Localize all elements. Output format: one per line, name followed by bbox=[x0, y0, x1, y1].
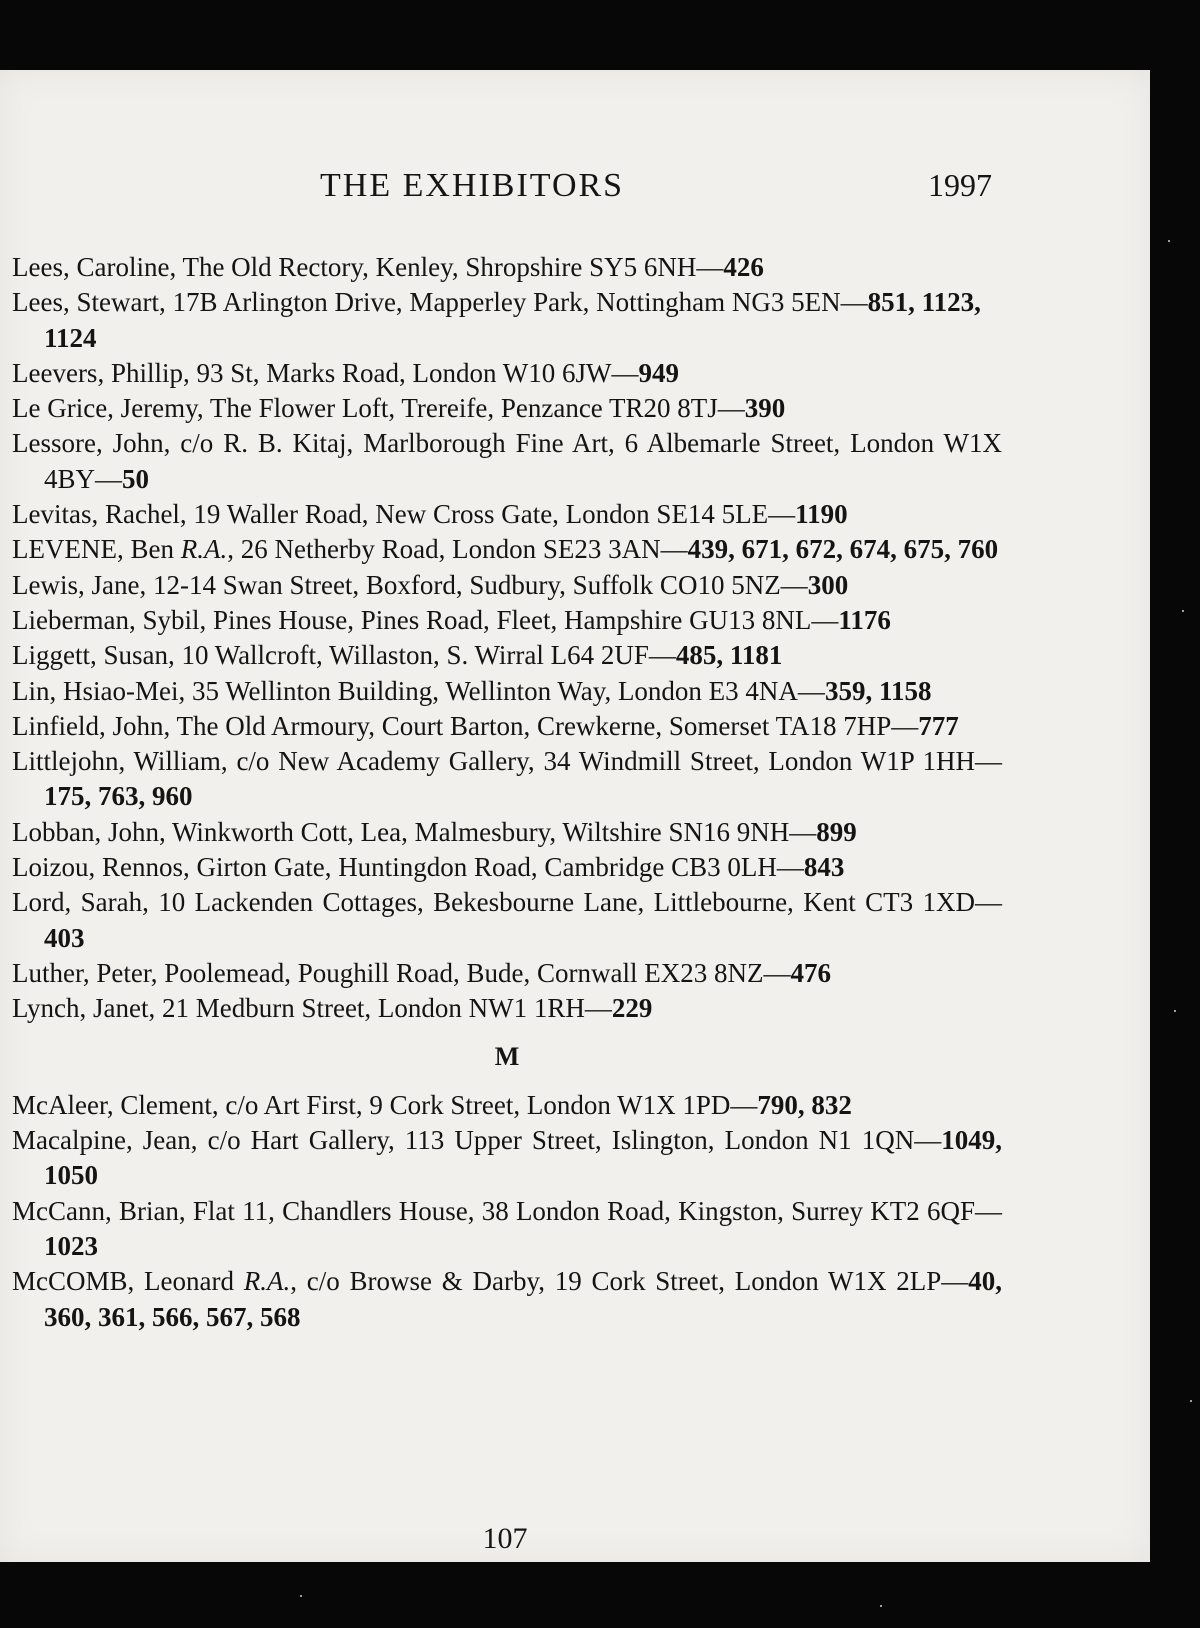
scan-dust bbox=[1182, 610, 1184, 612]
exhibitor-entry: McCann, Brian, Flat 11, Chandlers House, 38 London Road, Kingston, Surrey KT2 6QF—1023 bbox=[12, 1195, 1002, 1262]
exhibitor-entry: Lynch, Janet, 21 Medburn Street, London NW1 1RH—229 bbox=[12, 993, 653, 1024]
catalogue-numbers: 476 bbox=[790, 957, 831, 988]
exhibitor-entry: Macalpine, Jean, c/o Hart Gallery, 113 Upper Street, Islington, London N1 1QN—1049, 1050 bbox=[12, 1125, 1002, 1191]
honorific-ra: R.A. bbox=[243, 1266, 291, 1297]
catalogue-numbers: 175, 763, 960 bbox=[44, 781, 193, 812]
scan-dust bbox=[300, 1595, 302, 1597]
exhibitor-entry: Linfield, John, The Old Armoury, Court Barton, Crewkerne, Somerset TA18 7HP—777 bbox=[12, 710, 959, 741]
scan-dust bbox=[880, 1605, 882, 1607]
exhibitor-entry: Lobban, John, Winkworth Cott, Lea, Malmesbury, Wiltshire SN16 9NH—899 bbox=[12, 816, 857, 847]
year-label: 1997 bbox=[928, 167, 992, 203]
catalogue-numbers: 485, 1181 bbox=[675, 640, 783, 671]
exhibitor-entry: Levitas, Rachel, 19 Waller Road, New Cross Gate, London SE14 5LE—1190 bbox=[12, 499, 848, 530]
catalogue-numbers: 300 bbox=[807, 569, 849, 600]
scan-dust bbox=[1190, 1400, 1192, 1402]
catalogue-numbers: 1049, 1050 bbox=[44, 1125, 1002, 1191]
exhibitor-entry: LEVENE, Ben R.A., 26 Netherby Road, London SE23 3AN—439, 671, 672, 674, 675, 760 bbox=[12, 534, 999, 565]
scan-dust bbox=[1168, 240, 1170, 242]
exhibitor-entry: McCOMB, Leonard R.A., c/o Browse & Darby, 19 Cork Street, London W1X 2LP—40, 360, 361, 566, 567, 568 bbox=[12, 1266, 1003, 1332]
exhibitor-entry: Luther, Peter, Poolemead, Poughill Road, Bude, Cornwall EX23 8NZ—476 bbox=[12, 957, 831, 988]
catalogue-numbers: 439, 671, 672, 674, 675, 760 bbox=[687, 534, 999, 565]
catalogue-numbers: 229 bbox=[611, 993, 653, 1024]
scan-dust bbox=[1174, 1010, 1176, 1012]
letter-heading: M bbox=[494, 1041, 520, 1071]
catalogue-numbers: 1190 bbox=[795, 499, 848, 530]
exhibitor-entry: Loizou, Rennos, Girton Gate, Huntingdon Road, Cambridge CB3 0LH—843 bbox=[12, 852, 845, 883]
catalogue-numbers: 899 bbox=[816, 816, 857, 847]
section-title: THE EXHIBITORS bbox=[320, 167, 625, 204]
book-page bbox=[0, 70, 1150, 1562]
catalogue-numbers: 50 bbox=[122, 463, 150, 494]
catalogue-numbers: 390 bbox=[744, 393, 786, 424]
exhibitor-entry: Liggett, Susan, 10 Wallcroft, Willaston, S. Wirral L64 2UF—485, 1181 bbox=[12, 640, 783, 671]
catalogue-numbers: 426 bbox=[723, 252, 764, 282]
exhibitor-entry: Lin, Hsiao-Mei, 35 Wellinton Building, Wellinton Way, London E3 4NA—359, 1158 bbox=[12, 675, 932, 706]
exhibitor-entry: Littlejohn, William, c/o New Academy Gallery, 34 Windmill Street, London W1P 1HH—175, 763, 960 bbox=[12, 746, 1002, 812]
exhibitor-list bbox=[12, 250, 1002, 1335]
exhibitor-entry: Lord, Sarah, 10 Lackenden Cottages, Bekesbourne Lane, Littlebourne, Kent CT3 1XD—403 bbox=[12, 887, 1002, 953]
catalogue-numbers: 1023 bbox=[44, 1231, 98, 1262]
catalogue-numbers: 949 bbox=[638, 357, 679, 388]
catalogue-numbers: 777 bbox=[918, 710, 959, 741]
catalogue-numbers: 359, 1158 bbox=[824, 675, 932, 706]
exhibitor-entry: Lees, Stewart, 17B Arlington Drive, Mapperley Park, Nottingham NG3 5EN—851, 1123, 1124 bbox=[12, 287, 981, 353]
catalogue-numbers: 403 bbox=[44, 922, 85, 953]
catalogue-numbers: 843 bbox=[803, 852, 845, 883]
catalogue-numbers: 1176 bbox=[838, 604, 891, 635]
page-number: 107 bbox=[482, 1522, 528, 1555]
exhibitor-entry: Le Grice, Jeremy, The Flower Loft, Trereife, Penzance TR20 8TJ—390 bbox=[12, 393, 786, 424]
exhibitor-entry: Lees, Caroline, The Old Rectory, Kenley, Shropshire SY5 6NH—426 bbox=[12, 252, 764, 282]
exhibitor-entry: Lessore, John, c/o R. B. Kitaj, Marlborough Fine Art, 6 Albemarle Street, London W1X 4BY—50 bbox=[12, 428, 1002, 494]
catalogue-numbers: 790, 832 bbox=[757, 1089, 852, 1120]
catalogue-numbers: 40, 360, 361, 566, 567, 568 bbox=[44, 1266, 1003, 1332]
exhibitor-entry: Leevers, Phillip, 93 St, Marks Road, London W10 6JW—949 bbox=[12, 357, 679, 388]
exhibitor-entry: McAleer, Clement, c/o Art First, 9 Cork Street, London W1X 1PD—790, 832 bbox=[12, 1089, 852, 1120]
running-head bbox=[0, 167, 1150, 217]
honorific-ra: R.A. bbox=[180, 534, 228, 565]
exhibitor-entry: Lieberman, Sybil, Pines House, Pines Road, Fleet, Hampshire GU13 8NL—1176 bbox=[12, 604, 891, 635]
exhibitor-entry: Lewis, Jane, 12-14 Swan Street, Boxford, Sudbury, Suffolk CO10 5NZ—300 bbox=[12, 569, 849, 600]
catalogue-numbers: 851, 1123, 1124 bbox=[44, 287, 981, 353]
